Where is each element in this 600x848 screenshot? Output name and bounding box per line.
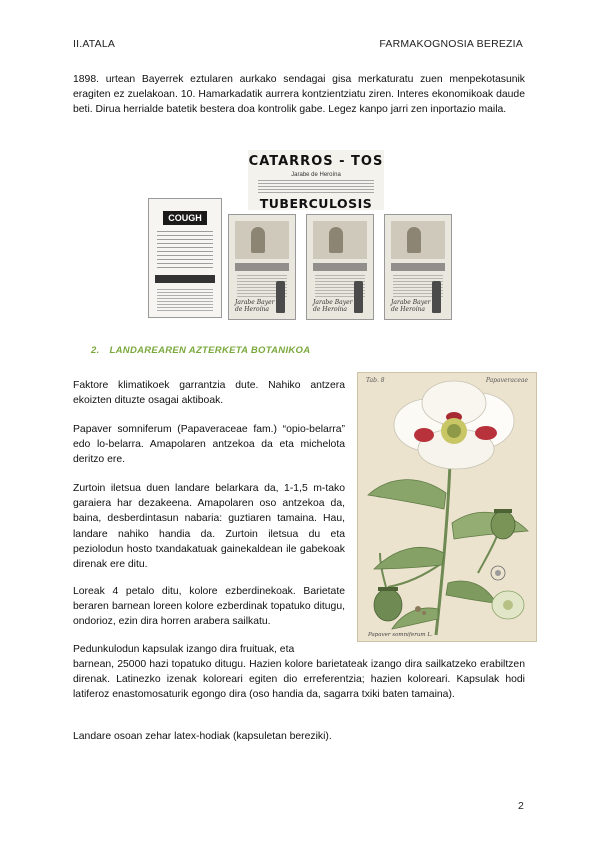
poppy-botanical-illustration	[357, 372, 537, 642]
paragraph-flowers: Loreak 4 petalo ditu, kolore ezberdinekoak. Barietate beraren barnean loreen kolore ezberdinak topatuko ditugu, ondorioz, ezin dira horren arabera sailkatu.	[73, 586, 345, 628]
section-heading	[91, 345, 310, 356]
paragraph-climate: Faktore klimatikoek garrantzia dute. Nahiko antzera ekoizten dituzte osagai aktiboak.	[73, 380, 345, 407]
ad-scene-3	[384, 214, 452, 320]
bottle-icon	[432, 281, 441, 313]
ad-signature: Jarabe Bayer de Heroína	[313, 299, 353, 313]
ad-illustration	[313, 221, 367, 259]
paragraph-species: Papaver somniferum (Papaveraceae fam.) “opio-belarra” edo lo-belarra. Amapolaren antzekoa da eta michelota deritzo ere.	[73, 424, 345, 466]
header-subject-title: FARMAKOGNOSIA BEREZIA	[379, 38, 523, 50]
ad-scene-2	[306, 214, 374, 320]
banner-fine-print	[258, 180, 374, 194]
cough-fine-print	[157, 231, 213, 271]
ad-scene-1	[228, 214, 296, 320]
plate-number: Tab. 8	[366, 377, 385, 384]
paragraph-latex: Landare osoan zehar latex-hodiak (kapsuletan bereziki).	[73, 731, 332, 742]
header-section-label: II.ATALA	[73, 38, 116, 50]
ad-illustration	[391, 221, 445, 259]
banner-subtitle: Jarabe de Heroína	[291, 172, 341, 178]
poppy-plant-icon	[358, 373, 536, 641]
bottle-icon	[354, 281, 363, 313]
section-number: 2.	[91, 345, 100, 356]
section-title: LANDAREAREN AZTERKETA BOTANIKOA	[109, 345, 311, 356]
intro-paragraph: 1898. urtean Bayerrek eztularen aurkako sendagai gisa merkaturatu zuen menpekotasunik eragiten ez zuelakoan. 10. Hamarkadatik aurrera kontzientziatu ziren. Interes ekonomikoak daude beti. Dirua herrialde batetik bestera doa kontrolik gabe. Legez kanpo jarri zen inportazio maila.	[73, 74, 525, 116]
cough-bar	[155, 275, 215, 283]
cough-fine-print-lower	[157, 289, 213, 311]
cough-title: COUGH	[163, 211, 207, 225]
plate-family: Papaveraceae	[485, 377, 528, 384]
ad-cough-poster	[148, 198, 222, 318]
bottle-icon	[276, 281, 285, 313]
ad-signature: Jarabe Bayer de Heroína	[391, 299, 431, 313]
paragraph-capsules-start: Pedunkulodun kapsulak izango dira fruituak, eta	[73, 644, 295, 655]
plate-caption: Papaver somniferum L.	[368, 632, 433, 638]
page-number: 2	[518, 800, 524, 812]
banner-title: CATARROS - TOS	[248, 154, 384, 169]
ad-illustration	[235, 221, 289, 259]
ad-catarros-banner	[248, 150, 384, 210]
ad-signature: Jarabe Bayer de Heroína	[235, 299, 275, 313]
paragraph-stem: Zurtoin iletsua duen landare belarkara da, 1-1,5 m-tako garaiera har dezakeena. Amapolaren oso antzekoa da, baina, desberdintasun nabaria: guztiaren tamaina. Hau, landare nahiko handia da. Zurtoin iletsua du eta peziolodun hosto txandakatuak gainekaldean ile gabekoak direnak ere ditu.	[73, 483, 345, 571]
banner-tuberculosis: TUBERCULOSIS	[259, 196, 373, 210]
paragraph-capsules: barnean, 25000 hazi topatuko ditugu. Hazien kolore barietateak izango dira sailkatzeko erabiltzen direnak. Latinezko izenak koloreari egiten dio erreferentzia; hazien koloreari. Kapsulak hodi latiferoz enastomosaturik egongo dira (oso handia da, sagarra txiki baten tamaina).	[73, 659, 525, 701]
heroin-advertisements-image	[148, 146, 450, 321]
